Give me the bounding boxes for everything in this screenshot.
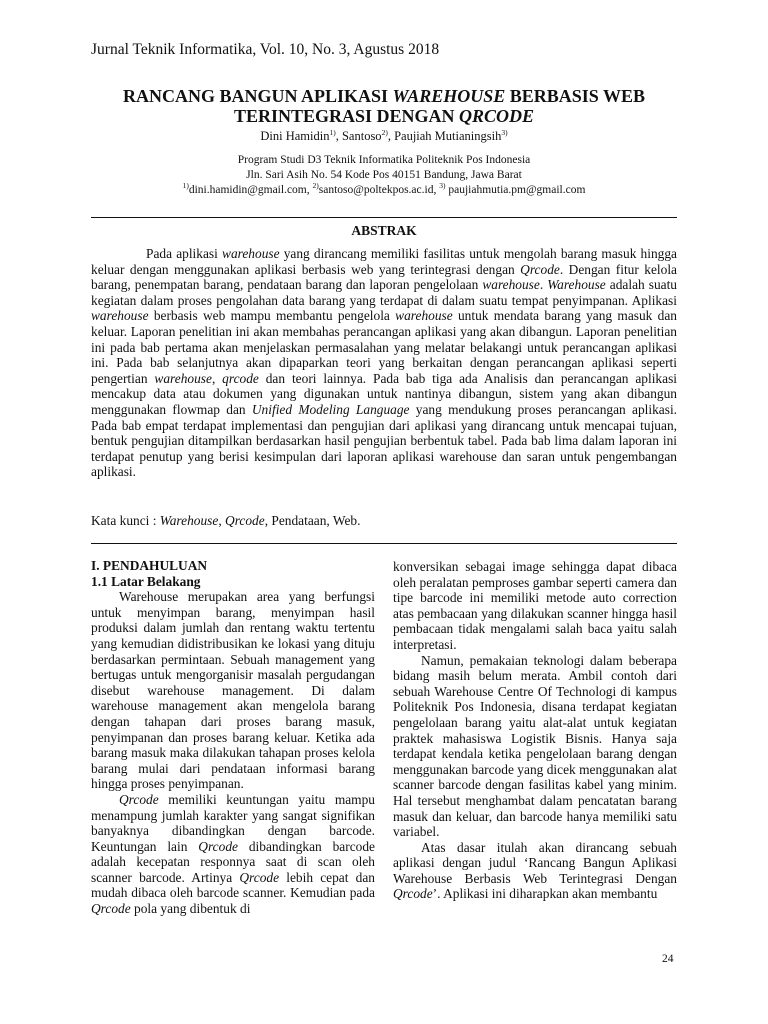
paragraph-italic: Qrcode bbox=[119, 791, 159, 807]
author-list bbox=[60, 129, 708, 144]
paragraph-italic: Qrcode bbox=[239, 869, 280, 885]
title-part: BERBASIS WEB bbox=[505, 86, 645, 106]
author-mark: 3) bbox=[501, 127, 508, 137]
keyword-separator: , bbox=[218, 513, 226, 528]
abstract-text: . Dengan fitur kelola barang, penempatan barang, pendataan barang dan laporan pengelolaan bbox=[91, 261, 677, 293]
abstract-italic: warehouse bbox=[482, 277, 540, 293]
abstract-italic: Unified Modeling Language bbox=[251, 401, 410, 417]
abstract-top-rule bbox=[91, 217, 677, 218]
email-mark: 3) bbox=[439, 181, 446, 191]
journal-header: Jurnal Teknik Informatika, Vol. 10, No. 3, Agustus 2018 bbox=[91, 41, 440, 58]
keyword-rest: , Pendataan, Web. bbox=[264, 513, 361, 528]
paragraph bbox=[91, 792, 375, 917]
abstract-text: untuk mendata barang yang masuk dan keluar. Laporan penelitian ini akan membahas perancangan aplikasi yang akan dibangun. Laporan penelitian ini pada bab pertama akan menjelaskan permasalahan yang melatar belakangi untuk perancangan aplikasi ini. Pada bab selanjutnya akan dipaparkan teori yang berkaitan dengan perancangan aplikasi seperti pengertian bbox=[91, 308, 677, 386]
abstract-italic: warehouse bbox=[154, 370, 212, 386]
keyword: Warehouse bbox=[159, 513, 219, 528]
author-mark: 1) bbox=[329, 127, 336, 137]
abstract-text: adalah suatu kegiatan dalam proses pengolahan data barang yang terdapat di dalam suatu tempat penyimpanan. Aplikasi bbox=[91, 277, 677, 308]
abstract-italic: warehouse bbox=[395, 308, 453, 324]
paragraph: konversikan sebagai image sehingga dapat dibaca oleh peralatan pemproses gambar seperti camera dan tipe barcode ini memiliki metode auto correction atas pembacaan yang dilakukan scanner hingga hasil pembacaan tidak mengalami salah baca yaitu salah interpretasi. bbox=[393, 559, 677, 652]
paragraph: Warehouse merupakan area yang berfungsi untuk menyimpan barang, menyimpan hasil produksi dalam jumlah dan rentang waktu tertentu yang kemudian didistribusikan ke lokasi yang dituju berdasarkan permintaan. Sebuah management yang bertugas untuk mengorganisir masalah pergudangan disebut warehouse management. Di dalam warehouse management akan mengelola barang dengan tahapan dari proses barang masuk, penyimpanan dan proses barang keluar. Ketika ada barang masuk maka dilakukan tahapan proses kelola barang mulai dari pendataan informasi barang hingga proses penyimpanan. bbox=[91, 589, 375, 792]
title-italic: WAREHOUSE bbox=[392, 86, 506, 106]
abstract-italic: Warehouse bbox=[547, 277, 606, 293]
abstract-text: . bbox=[539, 277, 548, 293]
paragraph bbox=[393, 840, 677, 902]
email: paujiahmutia.pm@gmail.com bbox=[445, 184, 586, 196]
abstract-text: yang mendukung proses perancangan aplikasi. Pada bab empat terdapat implementasi dan pengujian dari aplikasi yang dirancang untuk mencapai tujuan, bentuk pengujian ditampilkan berdasarkan hasil pengujian berbentuk tabel. Pada bab lima dalam laporan ini terdapat penutup yang berisi kesimpulan dari laporan aplikasi warehouse dan saran untuk pengembangan aplikasi. bbox=[91, 401, 678, 480]
email: santoso@poltekpos.ac.id, bbox=[318, 184, 440, 196]
paragraph-italic: Qrcode bbox=[198, 838, 238, 854]
paragraph-text: dibandingkan barcode adalah kecepatan responnya saat di scan oleh scanner barcode. Artinya bbox=[91, 838, 375, 885]
author-name: , Santoso bbox=[335, 129, 382, 143]
title-italic: QRCODE bbox=[459, 106, 535, 126]
abstract-text: berbasis web mampu membantu pengelola bbox=[148, 308, 396, 324]
subsection-heading: 1.1 Latar Belakang bbox=[91, 573, 201, 589]
email: dini.hamidin@gmail.com, bbox=[188, 184, 313, 196]
paragraph-text: pola yang dibentuk di bbox=[130, 901, 251, 917]
abstract-italic: Qrcode bbox=[520, 261, 560, 277]
affiliation-line: Program Studi D3 Teknik Informatika Politeknik Pos Indonesia bbox=[237, 154, 531, 166]
title-part: TERINTEGRASI DENGAN bbox=[233, 106, 460, 126]
left-column bbox=[91, 558, 375, 917]
abstract-text: Pada aplikasi bbox=[146, 246, 223, 261]
abstract-text: dan teori lainnya. Pada bab tiga ada Analisis dan perancangan aplikasi mencakup data atau dokumen yang digunakan untuk nantinya dibangun, sistem yang akan dibangun menggunakan flowmap dan bbox=[91, 370, 678, 417]
abstract-heading: ABSTRAK bbox=[351, 223, 417, 238]
paragraph-italic: Qrcode bbox=[393, 886, 433, 902]
paragraph-text: lebih cepat dan mudah dibaca oleh barcode scanner. Kemudian pada bbox=[91, 869, 375, 901]
abstract-italic: warehouse bbox=[222, 246, 280, 261]
keyword: Qrcode bbox=[225, 513, 265, 528]
paragraph-italic: Qrcode bbox=[91, 901, 131, 917]
keywords bbox=[91, 513, 677, 529]
right-column bbox=[393, 559, 677, 902]
abstract-italic: warehouse bbox=[91, 308, 149, 324]
abstract-text: , bbox=[211, 370, 223, 386]
abstract-italic: qrcode bbox=[222, 370, 259, 386]
author-emails bbox=[60, 181, 708, 196]
paper-title bbox=[60, 86, 708, 126]
paragraph-text: Atas dasar itulah akan dirancang sebuah aplikasi dengan judul ‘Rancang Bangun Aplikasi Warehouse Berbasis Web Terintegrasi Dengan bbox=[393, 839, 677, 886]
paragraph: Namun, pemakaian teknologi dalam beberapa bidang masih belum merata. Ambil contoh dari sebuah Warehouse Centre Of Technologi di kampus Politeknik Pos Indonesia, disana terdapat kegiatan pengelolaan barang yaitu alat-alat untuk kegiatan praktek mahasiswa Logistik Bisnis. Hanya saja terdapat kendala ketika pengelolaan barang dengan menggunakan barcode yang dicek menggunakan alat scanner barcode dengan fasilitas kabel yang minim. Hal tersebut menghambat dalam pencatatan barang masuk dan keluar, dan barcode hanya memiliki satu variabel. bbox=[393, 652, 677, 840]
author-mark: 2) bbox=[381, 127, 388, 137]
page-number: 24 bbox=[662, 953, 674, 965]
title-part: RANCANG BANGUN APLIKASI bbox=[123, 86, 393, 106]
paragraph-text: memiliki keuntungan yaitu mampu menampung jumlah karakter yang sangat signifikan banyaknya dibandingkan dengan barcode. Keuntungan lain bbox=[91, 791, 375, 854]
paragraph-text: ’. Aplikasi ini diharapkan akan membantu bbox=[432, 886, 658, 902]
email-mark: 2) bbox=[312, 181, 319, 191]
abstract-bottom-rule bbox=[91, 543, 677, 544]
keywords-label: Kata kunci : bbox=[91, 513, 160, 528]
email-mark: 1) bbox=[182, 181, 189, 191]
author-name: , Paujiah Mutianingsih bbox=[387, 129, 502, 143]
author-name: Dini Hamidin bbox=[260, 129, 330, 143]
abstract-text: yang dirancang memiliki fasilitas untuk mengolah barang masuk hingga keluar dengan menggunakan aplikasi berbasis web yang terintegrasi dengan bbox=[91, 246, 678, 277]
affiliation-line: Jln. Sari Asih No. 54 Kode Pos 40151 Bandung, Jawa Barat bbox=[246, 169, 522, 181]
affiliation bbox=[60, 153, 708, 183]
section-heading: I. PENDAHULUAN bbox=[91, 558, 208, 573]
abstract-body bbox=[91, 246, 677, 480]
